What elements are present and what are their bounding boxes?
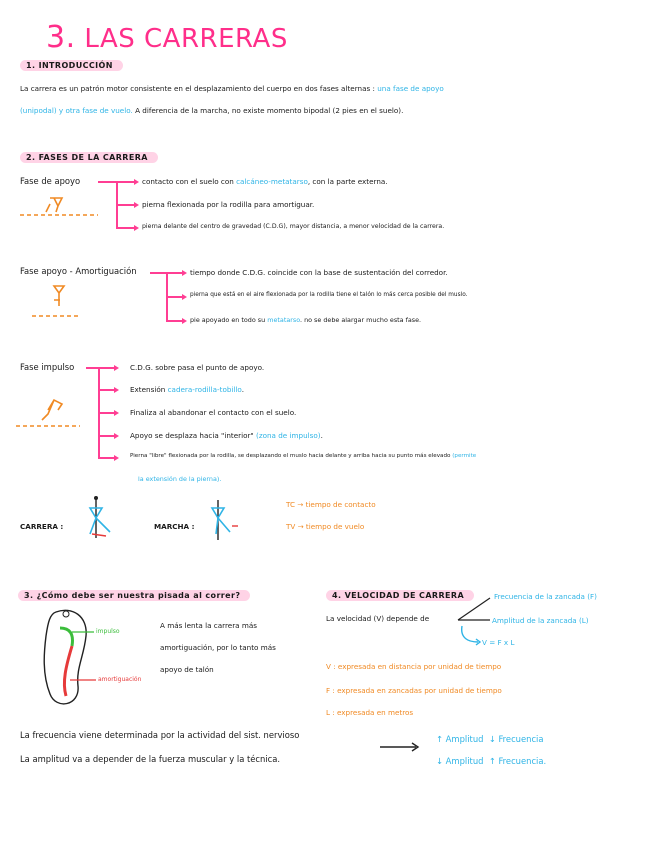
runner-figure-icon [14, 396, 84, 432]
branch [98, 435, 114, 437]
bottom-line-2: La amplitud va a depender de la fuerza muscular y la técnica. [20, 754, 281, 764]
marcha-label: MARCHA : [154, 522, 195, 531]
arrow-icon [114, 455, 119, 461]
right-arrow-icon [378, 742, 422, 752]
pisada-line: apoyo de talón [160, 665, 214, 674]
velocidad-v-def: V : expresada en distancia por unidad de tiempo [326, 662, 502, 671]
tv-definition: TV → tiempo de vuelo [286, 522, 365, 531]
connector [98, 181, 118, 183]
apoyo-item-1: contacto con el suelo con calcáneo-metatarso, con la parte externa. [142, 177, 388, 186]
branch [116, 227, 134, 229]
intro-text-2: A diferencia de la marcha, no existe momento bipodal (2 pies en el suelo). [135, 106, 404, 115]
runner-figure-icon [20, 194, 100, 220]
impulso-item-4: Apoyo se desplaza hacia "interior" (zona de impulso). [130, 431, 323, 440]
pisada-impulso-label: impulso [96, 628, 120, 635]
pisada-line: A más lenta la carrera más [160, 621, 258, 630]
intro-highlight: una fase de apoyo [377, 84, 444, 93]
impulso-item-5-cont: la extensión de la pierna). [138, 475, 222, 483]
arrow-icon [134, 202, 139, 208]
arrow-icon [182, 294, 187, 300]
arrow-icon [114, 365, 119, 371]
result-2: ↓ Amplitud ↑ Frecuencia. [436, 756, 547, 766]
arrow-icon [134, 225, 139, 231]
tc-definition: TC → tiempo de contacto [286, 500, 376, 509]
branch [98, 457, 114, 459]
intro-text: La carrera es un patrón motor consistente en el desplazamiento del cuerpo en dos fases alternas : [20, 84, 375, 93]
arrow-icon [114, 410, 119, 416]
page-title [46, 20, 288, 55]
runner-figure-icon [30, 284, 80, 320]
velocidad-depends: La velocidad (V) depende de [326, 614, 430, 623]
intro-line-1 [20, 84, 444, 93]
marcha-diagram-icon [206, 498, 246, 542]
bottom-line-1: La frecuencia viene determinada por la actividad del sist. nervioso [20, 730, 300, 740]
impulso-item-1: C.D.G. sobre pasa el punto de apoyo. [130, 363, 265, 372]
arrow-icon [182, 318, 187, 324]
velocidad-f-def: F : expresada en zancadas por unidad de tiempo [326, 686, 502, 695]
impulso-item-5: Pierna "libre" flexionada por la rodilla, se desplazando el muslo hacia delante y arriba hacia su punto más elevado (permite [130, 453, 477, 459]
carrera-diagram-icon [82, 496, 126, 540]
title-number: 3. [46, 20, 76, 55]
branch [98, 389, 114, 391]
branch [116, 204, 134, 206]
branch [166, 296, 182, 298]
apoyo-item-3: pierna delante del centro de gravedad (C.D.G), mayor distancia, a menor velocidad de la carrera. [142, 223, 445, 230]
intro-highlight-2: (unipodal) y otra fase de vuelo. [20, 106, 133, 115]
foot-diagram-icon [26, 606, 146, 716]
branch [98, 412, 114, 414]
velocidad-formula: V = F x L [482, 638, 515, 647]
branch [116, 181, 134, 183]
branch [166, 272, 182, 274]
pisada-text [160, 615, 276, 681]
fase-impulso-label: Fase impulso [20, 362, 75, 372]
fase-amort-label: Fase apoyo - Amortiguación [20, 266, 137, 276]
pisada-line: amortiguación, por lo tanto más [160, 643, 276, 652]
fase-apoyo-label: Fase de apoyo [20, 176, 81, 186]
branch [166, 320, 182, 322]
intro-line-2 [20, 106, 403, 115]
arrow-icon [114, 387, 119, 393]
arrow-icon [182, 270, 187, 276]
intro-heading: 1. INTRODUCCIÓN [20, 60, 123, 71]
pisada-heading: 3. ¿Cómo debe ser nuestra pisada al correr? [18, 590, 250, 601]
velocidad-amplitud: Amplitud de la zancada (L) [492, 616, 589, 625]
velocidad-frecuencia: Frecuencia de la zancada (F) [494, 592, 597, 601]
amort-item-1: tiempo donde C.D.G. coincide con la base de sustentación del corredor. [190, 268, 448, 277]
amort-item-2: pierna que está en el aire flexionada por la rodilla tiene el talón lo más cerca posible del muslo. [190, 292, 468, 298]
velocidad-heading: 4. VELOCIDAD DE CARRERA [326, 590, 474, 601]
impulso-item-2: Extensión cadera-rodilla-tobillo. [130, 385, 244, 394]
amort-item-3: pie apoyado en todo su metatarso. no se debe alargar mucho esta fase. [190, 316, 422, 324]
velocidad-l-def: L : expresada en metros [326, 708, 414, 717]
branch [98, 367, 114, 369]
impulso-item-3: Finaliza al abandonar el contacto con el suelo. [130, 408, 297, 417]
result-1: ↑ Amplitud ↓ Frecuencia [436, 734, 544, 744]
arrow-icon [134, 179, 139, 185]
carrera-label: CARRERA : [20, 522, 64, 531]
pisada-amort-label: amortiguación [98, 676, 142, 683]
phases-heading: 2. FASES DE LA CARRERA [20, 152, 158, 163]
title-text: LAS CARRERAS [84, 24, 288, 54]
arrow-icon [114, 433, 119, 439]
apoyo-item-2: pierna flexionada por la rodilla para amortiguar. [142, 200, 315, 209]
